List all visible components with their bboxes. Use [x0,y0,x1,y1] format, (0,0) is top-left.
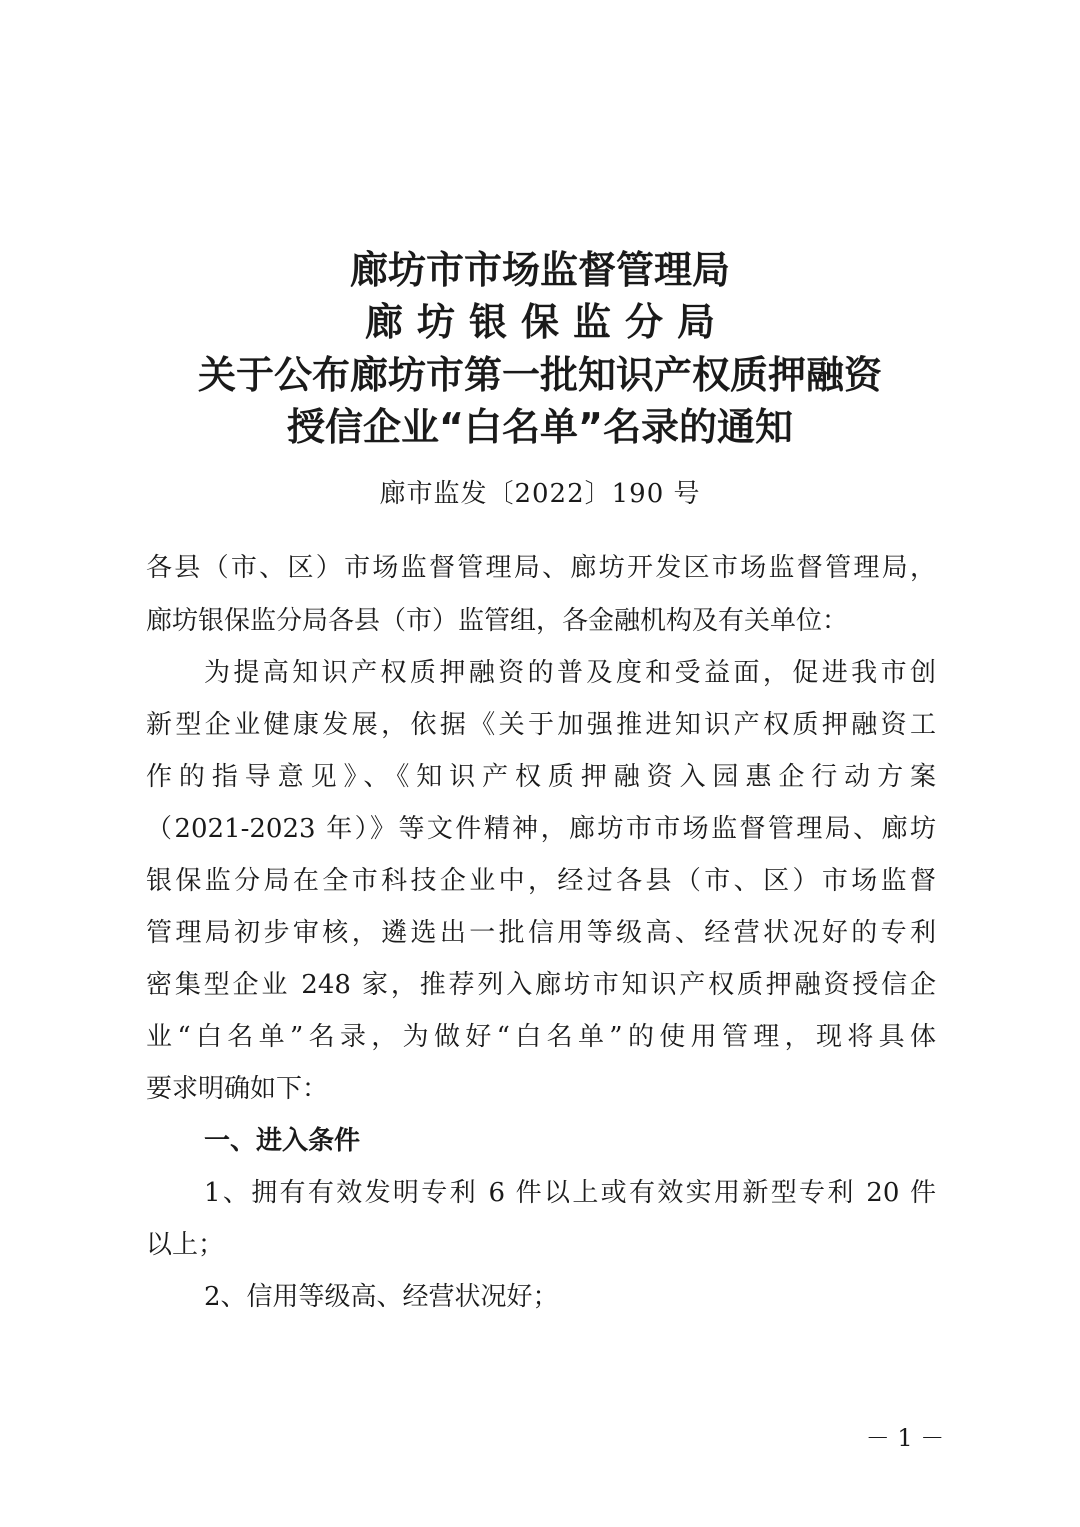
title-line-3: 关于公布廊坊市第一批知识产权质押融资 [197,353,882,397]
page-number: － 1 － [865,1424,945,1452]
intro-line-6: 管理局初步审核，遴选出一批信用等级高、经营状况好的专利 [146,918,936,948]
condition-1-line-2: 以上； [146,1230,225,1260]
document-number: 廊市监发〔2022〕190 号 [379,479,701,509]
addressee-line-2: 廊坊银保监分局各县（市）监管组，各金融机构及有关单位： [146,606,849,636]
intro-line-2: 新型企业健康发展，依据《关于加强推进知识产权质押融资工 [146,710,936,740]
intro-line-7: 密集型企业 248 家，推荐列入廊坊市知识产权质押融资授信企 [146,970,936,1000]
addressee-line-1: 各县（市、区）市场监督管理局、廊坊开发区市场监督管理局， [146,553,936,583]
intro-line-4: （2021-2023 年）》等文件精神，廊坊市市场监督管理局、廊坊 [146,814,936,844]
title-line-2: 廊坊银保监分局 [364,300,729,344]
condition-2: 2、信用等级高、经营状况好； [204,1282,559,1312]
intro-line-1: 为提高知识产权质押融资的普及度和受益面，促进我市创 [204,658,936,688]
intro-line-3: 作的指导意见》、《知识产权质押融资入园惠企行动方案 [146,762,936,792]
intro-line-8: 业“白名单”名录，为做好“白名单”的使用管理，现将具体 [146,1022,936,1052]
title-line-1: 廊坊市市场监督管理局 [349,248,730,292]
title-line-4: 授信企业“白名单”名录的通知 [287,405,793,449]
section-heading-entry-conditions: 一、进入条件 [204,1126,361,1156]
intro-line-5: 银保监分局在全市科技企业中，经过各县（市、区）市场监督 [146,866,936,896]
intro-line-9: 要求明确如下： [146,1074,329,1104]
condition-1-line-1: 1、拥有有效发明专利 6 件以上或有效实用新型专利 20 件 [204,1178,936,1208]
